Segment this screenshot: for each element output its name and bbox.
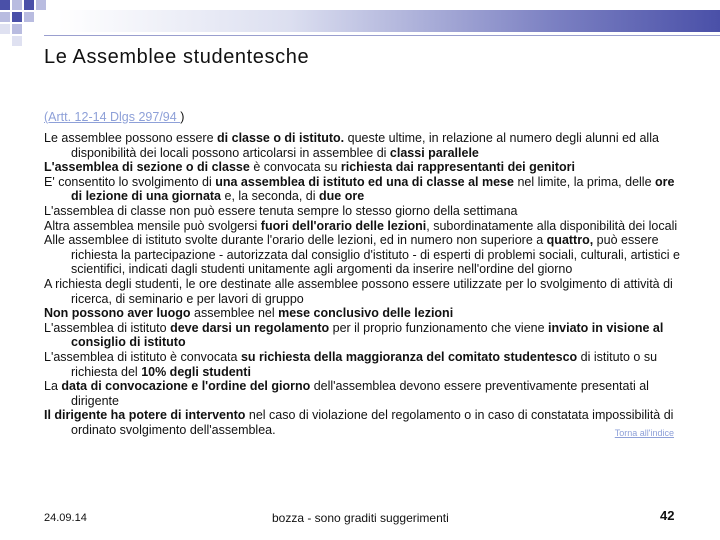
text-run: queste ultime, in relazione al numero degli alunni ed alla disponibilità dei locali possono articolarsi in assemblee di [71,131,659,160]
page-number: 42 [660,508,675,523]
text-run: La [44,379,62,394]
deco-square [12,36,22,46]
bold-text: richiesta dai rappresentanti dei genitori [340,160,575,175]
text-run: nel caso di violazione del regolamento o in caso di constatata impossibilità di ordinato svolgimento dell'assemblea. [71,408,674,437]
bold-text: fuori dell'orario delle lezioni [260,218,427,233]
bold-text: quattro, [546,233,594,248]
bold-text: Non possono aver luogo [44,306,191,321]
deco-square [0,12,10,22]
text-run: assemblee nel [190,306,279,321]
text-run: Altra assemblea mensile può svolgersi [44,218,261,233]
bullet-paragraph [44,160,684,175]
deco-square [24,12,34,22]
text-run: E' consentito lo svolgimento di [44,174,216,189]
bold-text: due ore [319,189,365,204]
deco-square [12,12,22,22]
text-run: Le assemblee possono essere [44,131,218,145]
text-run: L'assemblea di istituto [44,320,171,335]
law-reference-tail: ) [180,110,185,124]
bullet-paragraph [44,277,684,306]
bullet-paragraph [44,219,684,234]
bold-text: deve darsi un regolamento [170,320,330,335]
header-decoration [0,0,720,50]
law-reference [44,110,184,124]
bullet-paragraph [44,321,684,350]
footer-date: 24.09.14 [44,512,87,524]
text-run: , subordinatamente alla disponibilità dei locali [426,218,678,233]
text-run: per il proprio funzionamento che viene [329,320,549,335]
bold-text: 10% degli studenti [141,364,251,379]
bullet-list [44,131,684,440]
bullet-paragraph [44,350,684,379]
bold-text: una assemblea di istituto ed una di classe al mese [215,174,514,189]
text-run: di istituto o su richiesta del [71,349,658,379]
text-run: L'assemblea di istituto è convocata [44,349,241,364]
deco-square [12,0,22,10]
text-run: L'assemblea di classe non può essere tenuta sempre lo stesso giorno della settimana [44,203,518,218]
title-rule [44,35,720,36]
slide-title: Le Assemblee studentesche [44,46,310,68]
footer-note: bozza - sono graditi suggerimenti [272,511,449,525]
bold-text: ore di lezione di una giornata [71,174,675,204]
deco-square [36,0,46,10]
bullet-paragraph [44,233,684,277]
bold-text: classi parallele [389,145,479,160]
bold-text: inviato in visione al consiglio di istituto [71,320,664,350]
text-run: è convocata su [249,160,341,175]
law-reference-link[interactable]: (Artt. 12-14 Dlgs 297/94 [44,110,181,124]
deco-square [0,24,10,34]
bold-text: L'assemblea di sezione o di classe [44,160,250,175]
bullet-paragraph [44,204,684,219]
bullet-paragraph [44,379,684,408]
text-run: e, la seconda, di [221,189,319,204]
text-run: dell'assemblea devono essere preventivamente presentati al dirigente [71,379,649,408]
bold-text: Il dirigente ha potere di intervento [44,408,246,423]
bold-text: mese conclusivo delle lezioni [278,306,454,321]
bold-text: su richiesta della maggioranza del comitato studentesco [240,349,578,364]
bold-text: di classe o di istituto. [217,131,345,145]
header-gradient-bar [58,10,720,32]
text-run: Alle assemblee di istituto svolte durante l'orario delle lezioni, ed in numero non superiore a [44,233,547,248]
text-run: A richiesta degli studenti, le ore destinate alle assemblee possono essere utilizzate per lo svolgimento di attività di ricerca, di seminario e per lavori di gruppo [44,276,673,306]
bullet-paragraph [44,131,684,160]
back-to-index-link[interactable]: Torna all'indice [614,427,675,438]
bullet-paragraph [44,175,684,204]
text-run: può essere richiesta la partecipazione - autorizzata dal consiglio d'istituto - di esperti di problemi sociali, culturali, artistici e scientifici, indicati dagli studenti unitamente agli argomenti da inserire nell'ordine del giorno [71,233,680,277]
bold-text: data di convocazione e l'ordine del giorno [61,379,311,394]
deco-square [0,0,10,10]
bullet-paragraph [44,306,684,321]
deco-square [24,0,34,10]
text-run: nel limite, la prima, delle [513,174,655,189]
bullet-paragraph [44,408,684,437]
deco-square [12,24,22,34]
